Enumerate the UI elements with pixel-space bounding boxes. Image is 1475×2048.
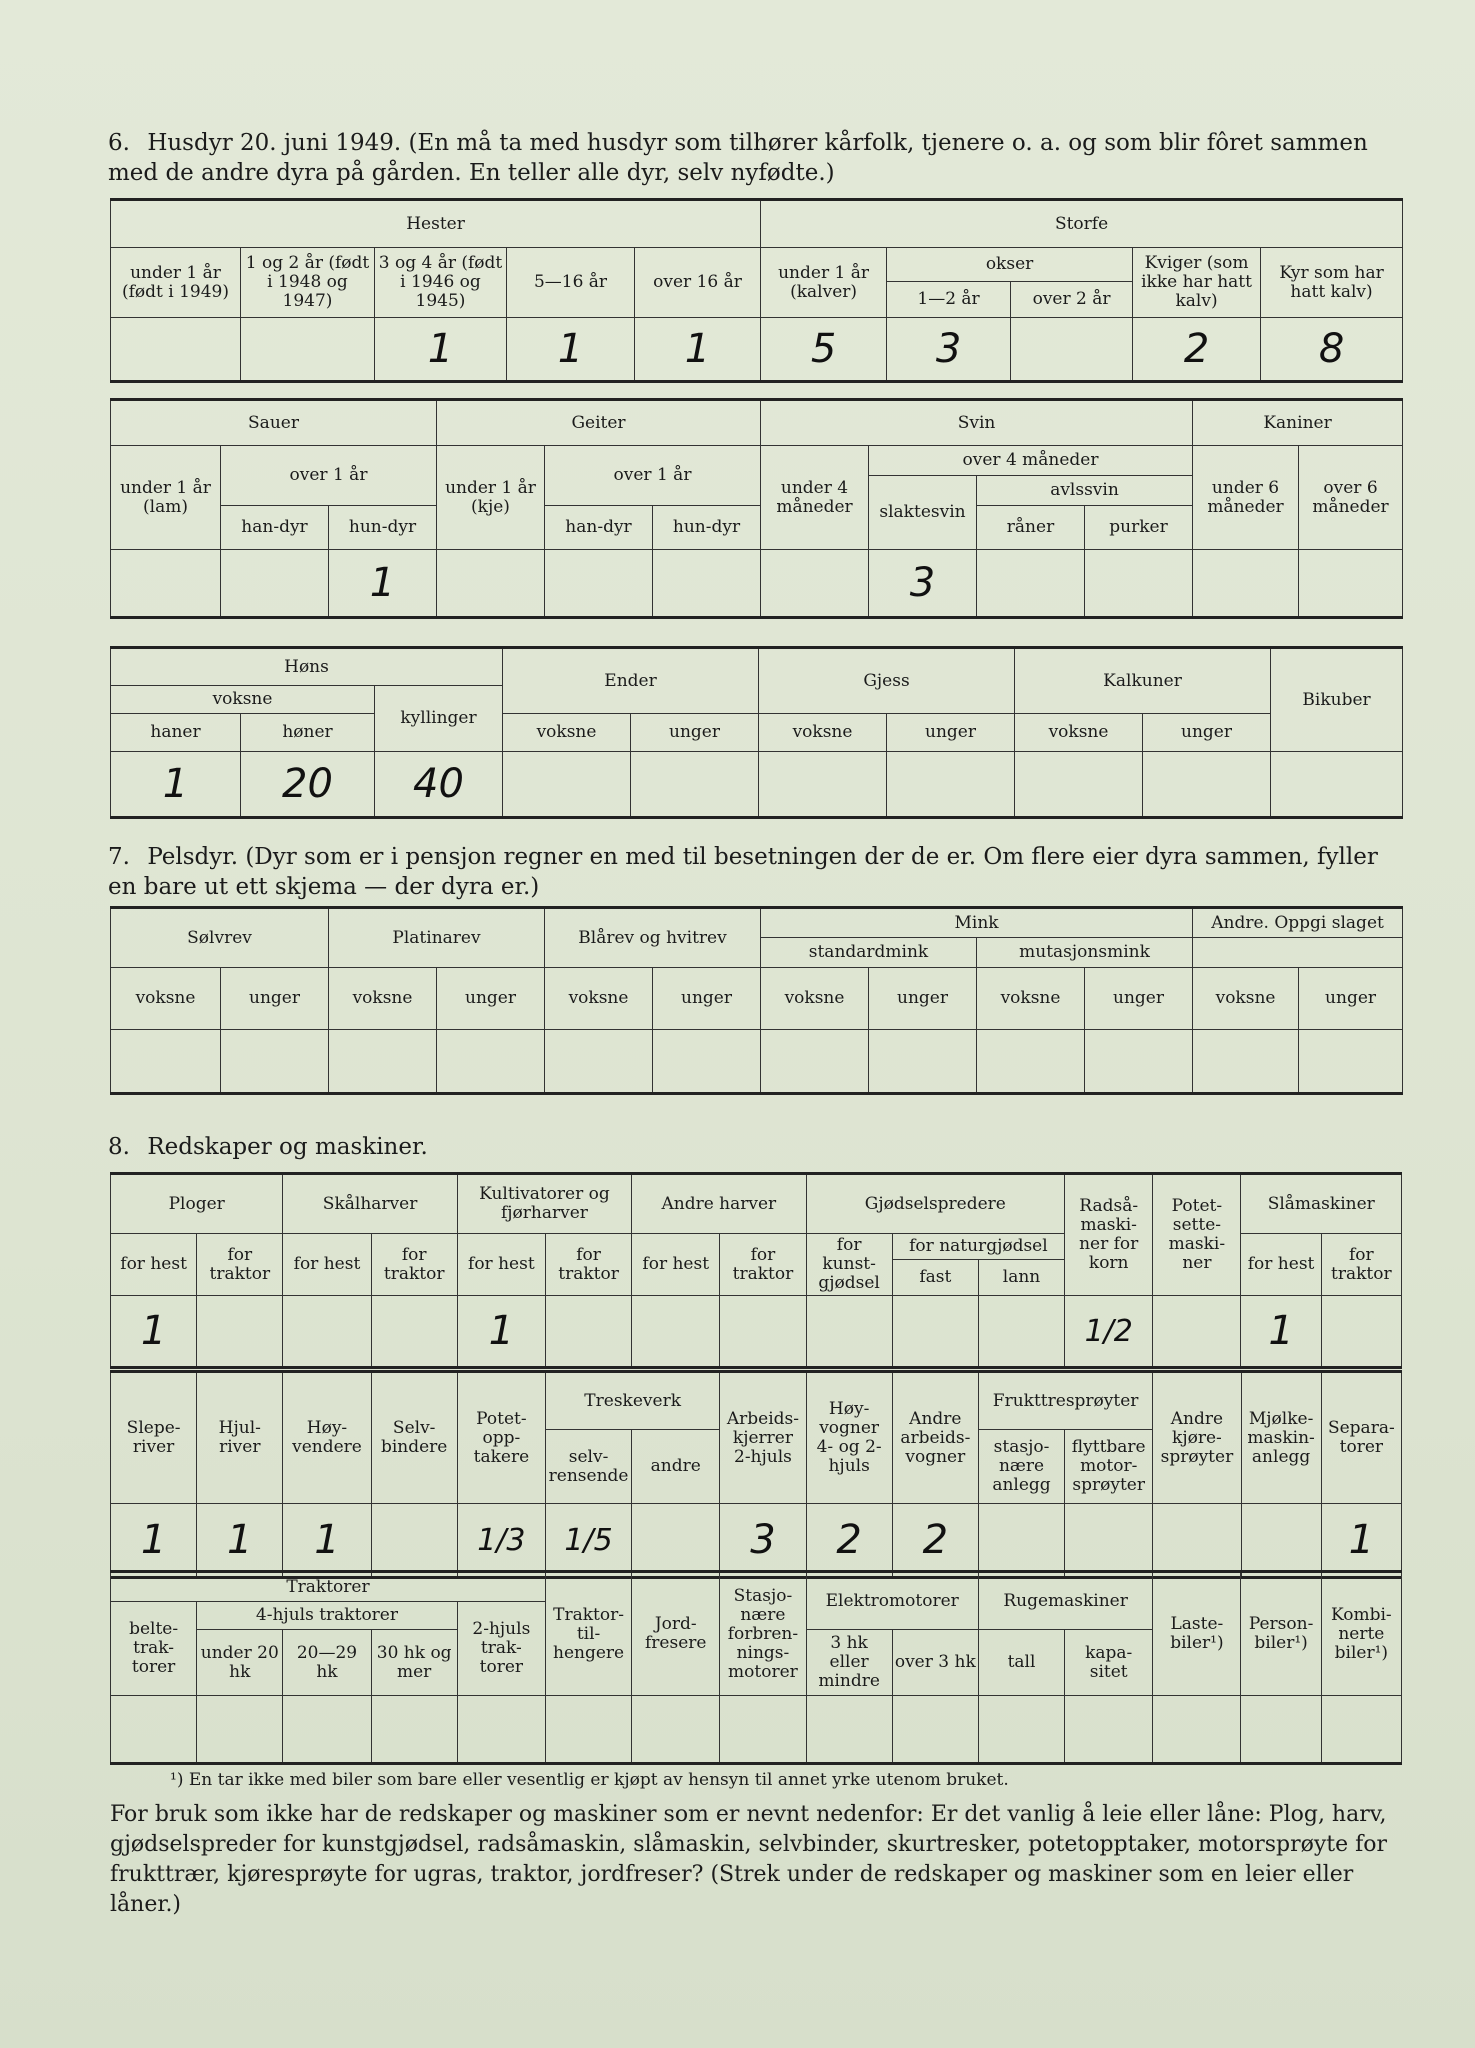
value-cell[interactable] bbox=[241, 318, 375, 382]
value-cell[interactable] bbox=[545, 1030, 653, 1094]
col-stasjonaere-motorer: Stasjo-nære forbren-nings-motorer bbox=[720, 1572, 806, 1696]
value-cell[interactable] bbox=[869, 1030, 977, 1094]
header-fruktsproyter: Frukttresprøyter bbox=[978, 1372, 1152, 1430]
col-potetopptakere: Potet-opp-takere bbox=[457, 1372, 545, 1504]
header-mutasjonsmink: mutasjonsmink bbox=[977, 938, 1193, 968]
value-cell[interactable] bbox=[111, 550, 221, 618]
header-treskeverk: Treskeverk bbox=[545, 1372, 719, 1430]
header-gjodselspredere: Gjødselspredere bbox=[806, 1174, 1065, 1234]
header-rugemaskiner: Rugemaskiner bbox=[978, 1572, 1152, 1630]
col-sau-handyr: han-dyr bbox=[221, 506, 329, 550]
col-kombinerte: Kombi-nerte biler¹) bbox=[1321, 1572, 1401, 1696]
col-honer: høner bbox=[241, 714, 375, 752]
value-cell[interactable] bbox=[1321, 1296, 1401, 1368]
value-cell[interactable]: 8 bbox=[1261, 318, 1403, 382]
value-cell[interactable] bbox=[1321, 1696, 1401, 1764]
header-geiter: Geiter bbox=[437, 400, 761, 446]
col-raner: råner bbox=[977, 506, 1085, 550]
value-cell[interactable] bbox=[371, 1696, 457, 1764]
header-andre: Andre. Oppgi slaget bbox=[1193, 908, 1403, 938]
col-radsamaskiner: Radså-maski-ner for korn bbox=[1065, 1174, 1153, 1296]
value-cell[interactable] bbox=[283, 1696, 371, 1764]
value-cell[interactable] bbox=[1241, 1504, 1321, 1578]
section-8-heading bbox=[108, 1132, 1398, 1162]
header-okser: okser bbox=[887, 248, 1133, 282]
header-blarev: Blårev og hvitrev bbox=[545, 908, 761, 968]
col-andre-treskeverk: andre bbox=[632, 1430, 720, 1504]
value-cell[interactable] bbox=[1085, 550, 1193, 618]
header-kaniner: Kaniner bbox=[1193, 400, 1403, 446]
col-over3hk: over 3 hk bbox=[892, 1630, 978, 1696]
value-cell[interactable] bbox=[632, 1696, 720, 1764]
col-voksne: voksne bbox=[1193, 968, 1299, 1030]
value-cell[interactable] bbox=[1085, 1030, 1193, 1094]
col-hoyvendere: Høy-vendere bbox=[283, 1372, 371, 1504]
col-svin-under4: under 4 måneder bbox=[761, 446, 869, 550]
table-sauer-geiter-svin bbox=[110, 398, 1403, 619]
section-7-heading bbox=[108, 842, 1398, 902]
col-unger: unger bbox=[869, 968, 977, 1030]
table-fjorfe bbox=[110, 646, 1403, 819]
col-geit-handyr: han-dyr bbox=[545, 506, 653, 550]
value-cell[interactable]: 1 bbox=[111, 1504, 197, 1578]
value-cell[interactable] bbox=[371, 1504, 457, 1578]
value-cell[interactable] bbox=[221, 1030, 329, 1094]
value-cell[interactable] bbox=[1015, 752, 1143, 818]
col-stasjonaere: stasjo-nære anlegg bbox=[978, 1430, 1064, 1504]
col-for-hest: for hest bbox=[457, 1234, 545, 1296]
value-cell[interactable]: 1 bbox=[111, 1296, 197, 1368]
col-okser-over2: over 2 år bbox=[1011, 282, 1133, 318]
col-tall: tall bbox=[978, 1630, 1064, 1696]
value-cell[interactable] bbox=[632, 1296, 720, 1368]
col-kyr: Kyr som har hatt kalv) bbox=[1261, 248, 1403, 318]
header-kultivatorer: Kultivatorer og fjørharver bbox=[457, 1174, 631, 1234]
col-30-mer: 30 hk og mer bbox=[371, 1630, 457, 1696]
value-cell[interactable] bbox=[887, 752, 1015, 818]
value-cell[interactable]: 1 bbox=[375, 318, 507, 382]
value-cell[interactable] bbox=[283, 1296, 371, 1368]
col-unger: unger bbox=[1299, 968, 1403, 1030]
col-beltetraktorer: belte-trak-torer bbox=[111, 1602, 197, 1696]
value-cell[interactable]: 5 bbox=[761, 318, 887, 382]
col-s-under1: under 1 år (kalver) bbox=[761, 248, 887, 318]
col-mjolkemaskin: Mjølke-maskin-anlegg bbox=[1241, 1372, 1321, 1504]
col-under20: under 20 hk bbox=[197, 1630, 283, 1696]
col-ender-unger: unger bbox=[631, 714, 759, 752]
col-for-hest: for hest bbox=[283, 1234, 371, 1296]
value-cell[interactable] bbox=[111, 1030, 221, 1094]
value-cell[interactable] bbox=[545, 550, 653, 618]
col-personbiler: Person-biler¹) bbox=[1241, 1572, 1321, 1696]
col-voksne: voksne bbox=[111, 968, 221, 1030]
value-cell[interactable] bbox=[720, 1696, 806, 1764]
col-for-hest: for hest bbox=[632, 1234, 720, 1296]
value-cell[interactable] bbox=[329, 1030, 437, 1094]
header-elektromotorer: Elektromotorer bbox=[806, 1572, 978, 1630]
value-cell[interactable]: 2 bbox=[806, 1504, 892, 1578]
col-kanin-under6: under 6 måneder bbox=[1193, 446, 1299, 550]
col-sleperiver: Slepe-river bbox=[111, 1372, 197, 1504]
andre-slag-field[interactable] bbox=[1193, 938, 1403, 968]
header-geit-over1: over 1 år bbox=[545, 446, 761, 506]
col-h-1og2: 1 og 2 år (født i 1948 og 1947) bbox=[241, 248, 375, 318]
value-cell[interactable] bbox=[978, 1696, 1064, 1764]
value-cell[interactable] bbox=[1143, 752, 1271, 818]
value-cell[interactable] bbox=[1299, 1030, 1403, 1094]
col-voksne: voksne bbox=[329, 968, 437, 1030]
col-h-5-16: 5—16 år bbox=[507, 248, 635, 318]
col-unger: unger bbox=[653, 968, 761, 1030]
value-cell[interactable]: 40 bbox=[375, 752, 503, 818]
value-cell[interactable] bbox=[1065, 1696, 1153, 1764]
value-cell[interactable]: 20 bbox=[241, 752, 375, 818]
value-cell[interactable] bbox=[503, 752, 631, 818]
value-cell[interactable]: 3 bbox=[887, 318, 1011, 382]
col-for-traktor: for traktor bbox=[1321, 1234, 1401, 1296]
value-cell[interactable] bbox=[1011, 318, 1133, 382]
value-cell[interactable] bbox=[720, 1296, 806, 1368]
header-standardmink: standardmink bbox=[761, 938, 977, 968]
section-number: 6. bbox=[108, 130, 130, 156]
value-cell[interactable] bbox=[111, 1696, 197, 1764]
col-selvrensende: selv-rensende bbox=[545, 1430, 631, 1504]
col-sau-hundyr: hun-dyr bbox=[329, 506, 437, 550]
value-cell[interactable] bbox=[1271, 752, 1403, 818]
col-h-under1: under 1 år (født i 1949) bbox=[111, 248, 241, 318]
value-cell[interactable] bbox=[892, 1296, 978, 1368]
value-cell[interactable] bbox=[631, 752, 759, 818]
value-cell[interactable]: 2 bbox=[892, 1504, 978, 1578]
value-cell[interactable]: 1 bbox=[1241, 1296, 1321, 1368]
col-kalkun-voksne: voksne bbox=[1015, 714, 1143, 752]
footnote: ¹) En tar ikke med biler som bare eller vesentlig er kjøpt av hensyn til annet yrke utenom bruket. bbox=[170, 1770, 1009, 1790]
col-3hk: 3 hk eller mindre bbox=[806, 1630, 892, 1696]
col-voksne: voksne bbox=[545, 968, 653, 1030]
col-slaktesvin: slaktesvin bbox=[869, 476, 977, 550]
value-cell[interactable] bbox=[1153, 1504, 1241, 1578]
header-avlssvin: avlssvin bbox=[977, 476, 1193, 506]
value-cell[interactable] bbox=[1241, 1696, 1321, 1764]
header-skalharver: Skålharver bbox=[283, 1174, 457, 1234]
value-cell[interactable]: 1 bbox=[197, 1504, 283, 1578]
value-cell[interactable]: 2 bbox=[1133, 318, 1261, 382]
value-cell[interactable]: 3 bbox=[720, 1504, 806, 1578]
col-fast: fast bbox=[892, 1260, 978, 1296]
value-cell[interactable]: 1 bbox=[457, 1296, 545, 1368]
col-kyllinger: kyllinger bbox=[375, 686, 503, 752]
value-cell[interactable] bbox=[806, 1296, 892, 1368]
value-cell[interactable] bbox=[197, 1296, 283, 1368]
header-sau-over1: over 1 år bbox=[221, 446, 437, 506]
value-cell[interactable] bbox=[545, 1296, 631, 1368]
col-sau-under1: under 1 år (lam) bbox=[111, 446, 221, 550]
value-cell[interactable] bbox=[457, 1696, 545, 1764]
col-voksne: voksne bbox=[977, 968, 1085, 1030]
col-separatorer: Separa-torer bbox=[1321, 1372, 1401, 1504]
col-2hjuls: 2-hjuls trak-torer bbox=[457, 1602, 545, 1696]
col-h-3og4: 3 og 4 år (født i 1946 og 1945) bbox=[375, 248, 507, 318]
col-kviger: Kviger (som ikke har hatt kalv) bbox=[1133, 248, 1261, 318]
value-cell[interactable] bbox=[653, 550, 761, 618]
col-flyttbare: flyttbare motor-sprøyter bbox=[1065, 1430, 1153, 1504]
value-cell[interactable] bbox=[1153, 1696, 1241, 1764]
col-lann: lann bbox=[978, 1260, 1064, 1296]
closing-question: For bruk som ikke har de redskaper og maskiner som er nevnt nedenfor: Er det vanlig å leie eller låne: Plog, harv, gjødselspreder for kunstgjødsel, radsåmaskin, slåmaskin, selvbinder, skurtresker, potetopptaker, motorsprøyte for frukttrær, kjøresprøyte for ugras, traktor, jordfreser? (Strek under de redskaper og maskiner som en leier eller låner.) bbox=[110, 1802, 1388, 1917]
value-cell[interactable] bbox=[221, 550, 329, 618]
header-sauer: Sauer bbox=[111, 400, 437, 446]
col-h-over16: over 16 år bbox=[635, 248, 761, 318]
value-cell[interactable]: 1 bbox=[1321, 1504, 1401, 1578]
value-cell[interactable] bbox=[653, 1030, 761, 1094]
col-for-traktor: for traktor bbox=[720, 1234, 806, 1296]
col-kapasitet: kapa-sitet bbox=[1065, 1630, 1153, 1696]
value-cell[interactable] bbox=[437, 550, 545, 618]
value-cell[interactable]: 1/3 bbox=[457, 1504, 545, 1578]
value-cell[interactable] bbox=[806, 1696, 892, 1764]
col-kalkun-unger: unger bbox=[1143, 714, 1271, 752]
value-cell[interactable] bbox=[978, 1296, 1064, 1368]
value-cell[interactable]: 1 bbox=[283, 1504, 371, 1578]
col-haner: haner bbox=[111, 714, 241, 752]
value-cell[interactable] bbox=[1193, 550, 1299, 618]
header-platinarev: Platinarev bbox=[329, 908, 545, 968]
value-cell[interactable] bbox=[197, 1696, 283, 1764]
value-cell[interactable]: 1/5 bbox=[545, 1504, 631, 1578]
col-voksne: voksne bbox=[761, 968, 869, 1030]
header-4hjuls: 4-hjuls traktorer bbox=[197, 1602, 458, 1630]
col-traktortilhengere: Traktor-til-hengere bbox=[545, 1572, 631, 1696]
header-gjess: Gjess bbox=[759, 648, 1015, 714]
value-cell[interactable] bbox=[545, 1696, 631, 1764]
value-cell[interactable]: 1 bbox=[507, 318, 635, 382]
value-cell[interactable] bbox=[371, 1296, 457, 1368]
header-hester: Hester bbox=[111, 200, 761, 248]
col-unger: unger bbox=[1085, 968, 1193, 1030]
header-ender: Ender bbox=[503, 648, 759, 714]
col-20-29: 20—29 hk bbox=[283, 1630, 371, 1696]
col-for-traktor: for traktor bbox=[371, 1234, 457, 1296]
header-ploger: Ploger bbox=[111, 1174, 283, 1234]
value-cell[interactable]: 1 bbox=[329, 550, 437, 618]
col-jordfresere: Jord-fresere bbox=[632, 1572, 720, 1696]
value-cell[interactable] bbox=[977, 1030, 1085, 1094]
col-geit-hundyr: hun-dyr bbox=[653, 506, 761, 550]
col-hjulriver: Hjul-river bbox=[197, 1372, 283, 1504]
col-arbeidskjerrer: Arbeids-kjerrer 2-hjuls bbox=[720, 1372, 806, 1504]
value-cell[interactable] bbox=[761, 1030, 869, 1094]
value-cell[interactable]: 1 bbox=[635, 318, 761, 382]
table-redskaper-1 bbox=[110, 1172, 1402, 1369]
section-number: 7. bbox=[108, 844, 130, 870]
col-for-hest: for hest bbox=[111, 1234, 197, 1296]
col-purker: purker bbox=[1085, 506, 1193, 550]
value-cell[interactable] bbox=[1193, 1030, 1299, 1094]
col-gjess-unger: unger bbox=[887, 714, 1015, 752]
section-6-heading bbox=[108, 128, 1398, 188]
col-gjess-voksne: voksne bbox=[759, 714, 887, 752]
col-for-traktor: for traktor bbox=[545, 1234, 631, 1296]
section-number: 8. bbox=[108, 1134, 130, 1160]
header-svin-over4: over 4 måneder bbox=[869, 446, 1193, 476]
value-cell[interactable] bbox=[978, 1504, 1064, 1578]
value-cell[interactable]: 3 bbox=[869, 550, 977, 618]
table-pelsdyr bbox=[110, 906, 1403, 1095]
value-cell[interactable] bbox=[1299, 550, 1403, 618]
value-cell[interactable] bbox=[977, 550, 1085, 618]
col-andre-arbeidsvogner: Andre arbeids-vogner bbox=[892, 1372, 978, 1504]
header-hons-voksne: voksne bbox=[111, 686, 375, 714]
value-cell[interactable] bbox=[111, 318, 241, 382]
header-kalkuner: Kalkuner bbox=[1015, 648, 1271, 714]
col-unger: unger bbox=[437, 968, 545, 1030]
col-potetsettemaskiner: Potet-sette-maski-ner bbox=[1153, 1174, 1241, 1296]
value-cell[interactable] bbox=[892, 1696, 978, 1764]
header-slamaskiner: Slåmaskiner bbox=[1241, 1174, 1402, 1234]
col-hoyvogner: Høy-vogner 4- og 2-hjuls bbox=[806, 1372, 892, 1504]
table-redskaper-2 bbox=[110, 1370, 1402, 1579]
header-traktorer: Traktorer bbox=[111, 1572, 546, 1602]
value-cell[interactable] bbox=[1153, 1296, 1241, 1368]
value-cell[interactable]: 1 bbox=[111, 752, 241, 818]
value-cell[interactable] bbox=[759, 752, 887, 818]
section-text: Pelsdyr. (Dyr som er i pensjon regner en med til besetningen der de er. Om flere eier dyra sammen, fyller en bare ut ett skjema — der dyra er.) bbox=[108, 844, 1378, 900]
col-for-kunstgjodsel: for kunst-gjødsel bbox=[806, 1234, 892, 1296]
col-andre-kjoresproyter: Andre kjøre-sprøyter bbox=[1153, 1372, 1241, 1504]
header-solvrev: Sølvrev bbox=[111, 908, 329, 968]
col-geit-under1: under 1 år (kje) bbox=[437, 446, 545, 550]
value-cell[interactable]: 1/2 bbox=[1065, 1296, 1153, 1368]
value-cell[interactable] bbox=[632, 1504, 720, 1578]
col-okser-1-2: 1—2 år bbox=[887, 282, 1011, 318]
table-traktorer bbox=[110, 1570, 1402, 1765]
section-text: Redskaper og maskiner. bbox=[147, 1134, 428, 1160]
header-mink: Mink bbox=[761, 908, 1193, 938]
col-for-hest: for hest bbox=[1241, 1234, 1321, 1296]
header-hons: Høns bbox=[111, 648, 503, 686]
header-svin: Svin bbox=[761, 400, 1193, 446]
section-text: Husdyr 20. juni 1949. (En må ta med husdyr som tilhører kårfolk, tjenere o. a. og som blir fôret sammen med de andre dyra på gården. En teller alle dyr, selv nyfødte.) bbox=[108, 130, 1368, 186]
value-cell[interactable] bbox=[1065, 1504, 1153, 1578]
header-andre-harver: Andre harver bbox=[632, 1174, 806, 1234]
col-kanin-over6: over 6 måneder bbox=[1299, 446, 1403, 550]
col-ender-voksne: voksne bbox=[503, 714, 631, 752]
value-cell[interactable] bbox=[761, 550, 869, 618]
header-storfe: Storfe bbox=[761, 200, 1403, 248]
col-lastebiler: Laste-biler¹) bbox=[1153, 1572, 1241, 1696]
col-unger: unger bbox=[221, 968, 329, 1030]
col-selvbindere: Selv-bindere bbox=[371, 1372, 457, 1504]
header-bikuber: Bikuber bbox=[1271, 648, 1403, 752]
header-for-naturgjodsel: for naturgjødsel bbox=[892, 1234, 1064, 1260]
table-hester-storfe bbox=[110, 198, 1403, 383]
value-cell[interactable] bbox=[437, 1030, 545, 1094]
col-for-traktor: for traktor bbox=[197, 1234, 283, 1296]
